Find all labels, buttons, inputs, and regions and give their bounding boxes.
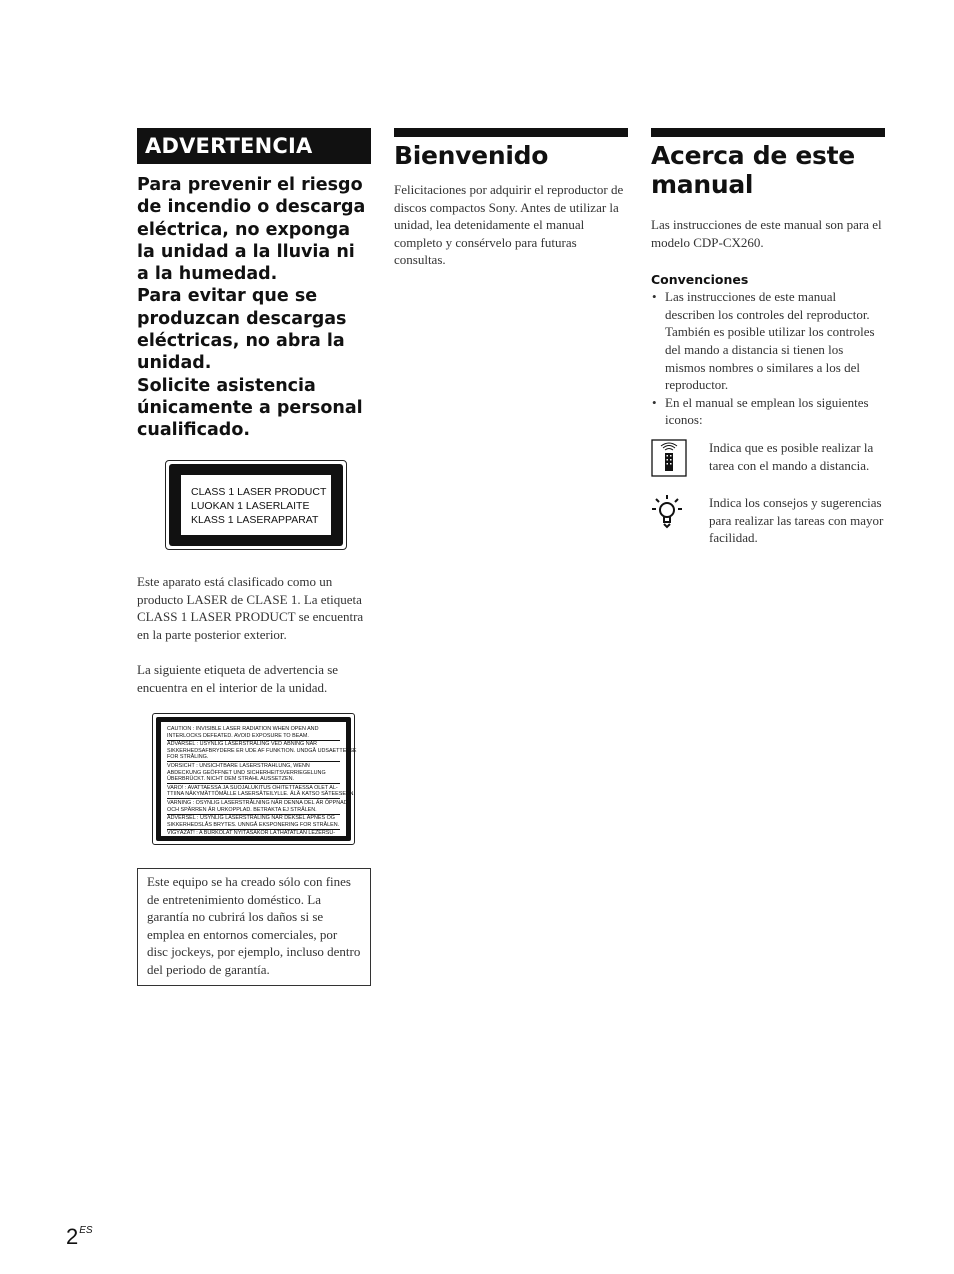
welcome-column	[394, 128, 628, 269]
remote-control-icon	[651, 439, 689, 479]
caution-label-line: ADVERSEL : USYNLIG LASERSTRÅLING NÅR DEKSEL ÅPNES OG	[167, 815, 335, 822]
laser-classification-text: Este aparato está clasificado como un producto LASER de CLASE 1. La etiqueta CLASS 1 LASER PRODUCT se encuentra en la parte posterior exterior.	[137, 574, 364, 642]
remote-icon-row	[651, 439, 886, 484]
tip-icon-text: Indica los consejos y sugerencias para realizar las tareas con mayor facilidad.	[709, 494, 884, 546]
bullet-text: • En el manual se emplean los siguientes iconos:	[665, 394, 869, 428]
caution-label-line: OCH SPÄRREN ÄR URKOPPLAD. BETRAKTA EJ STRÅLEN.	[167, 806, 317, 813]
tip-icon-row	[651, 494, 886, 547]
page-number-value: 2	[66, 1224, 79, 1249]
about-manual-column	[651, 128, 886, 547]
warning-paragraph: Solicite asistencia únicamente a personal cualificado.	[137, 375, 363, 441]
conventions-list	[651, 288, 886, 429]
welcome-title: Bienvenido	[394, 141, 549, 170]
warning-heading: ADVERTENCIA	[145, 134, 313, 158]
warning-column	[137, 128, 371, 977]
warning-paragraph: Para evitar que se produzcan descargas eléctricas, no abra la unidad.	[137, 286, 347, 374]
warning-label-location-text: La siguiente etiqueta de advertencia se encuentra en el interior de la unidad.	[137, 662, 339, 695]
laser-label-line: KLASS 1 LASERAPPARAT	[191, 514, 319, 526]
caution-label-line: VARNING : OSYNLIG LASERSTRÅLNING NÄR DENNA DEL ÄR ÖPPNAD	[167, 799, 348, 806]
list-item	[651, 394, 886, 429]
caution-warning-label	[152, 713, 355, 845]
page-language-suffix: ES	[79, 1225, 93, 1236]
section-rule	[394, 128, 628, 137]
caution-label-line: ABDECKUNG GEÖFFNET UND SICHERHEITSVERRIEGELUNG	[167, 769, 326, 776]
remote-icon-text: Indica que es posible realizar la tarea con el mando a distancia.	[709, 439, 874, 473]
caution-label-line: CAUTION : INVISIBLE LASER RADIATION WHEN OPEN AND	[167, 726, 319, 732]
warning-text	[137, 174, 371, 442]
section-rule	[651, 128, 885, 137]
class1-laser-label	[165, 460, 347, 550]
caution-label-line: VORSICHT : UNSICHTBARE LASERSTRAHLUNG, WENN	[167, 762, 310, 769]
list-item	[651, 288, 886, 394]
laser-label-line: CLASS 1 LASER PRODUCT	[191, 486, 327, 498]
domestic-use-notice: Este equipo se ha creado sólo con fines de entretenimiento doméstico. La garantía no cubrirá los daños si se emplea en entornos comerciales, por disc jockeys, por ejemplo, incluso dentro del periodo de garantía.	[137, 868, 371, 986]
caution-label-line: SIKKERHEDSLÅS BRYTES. UNNGÅ EKSPONERING FOR STRÅLEN.	[167, 821, 340, 828]
about-intro: Las instrucciones de este manual son para el modelo CDP-CX260.	[651, 217, 882, 250]
caution-label-line: FOR STRÅLING.	[167, 754, 209, 761]
warning-heading-bar	[137, 128, 371, 164]
caution-label-line: VARO! : AVATTAESSA JA SUOJALUKITUS OHITETTAESSA OLET AL-	[167, 784, 338, 791]
conventions-heading: Convenciones	[651, 272, 749, 288]
warning-paragraph: Para prevenir el riesgo de incendio o descarga eléctrica, no exponga la unidad a la lluvia ni a la humedad.	[137, 175, 366, 285]
caution-label-line: VIGYÁZAT! : A BURKOLAT NYITÁSAKOR LÁTHATATLAN LÉZERSU-	[167, 830, 336, 837]
bullet-text: • Las instrucciones de este manual describen los controles del reproductor.	[665, 289, 870, 322]
page-number	[66, 1224, 93, 1250]
caution-label-line: SIKKERHEDSAFBRYDERE ER UDE AF FUNKTION. UNDGÅ UDSAETTELSE	[167, 747, 357, 754]
caution-label-line: TTIINA NÄKYMÄTTÖMÄLLE LASERSÄTEILYLLE. ÄLÄ KATSO SÄTEESEEN.	[167, 791, 355, 798]
bullet-text: También es posible utilizar los controles del mando a distancia si tienen los mismos nombres o similares a los del reproductor.	[665, 324, 875, 393]
caution-label-line: ÜBERBRÜCKT. NICHT DEM STRAHL AUSSETZEN.	[167, 776, 294, 783]
caution-label-line: ADVARSEL : USYNLIG LASERSTRÅLING VED ÅBNING NÅR	[167, 741, 318, 748]
laser-label-line: LUOKAN 1 LASERLAITE	[191, 500, 310, 512]
caution-label-line: INTERLOCKS DEFEATED. AVOID EXPOSURE TO BEAM.	[167, 732, 309, 739]
lightbulb-tip-icon	[651, 494, 689, 530]
caution-label-line: GÁRVESZÉLY! KERÜLJE A BESUGÁRZÁST!	[167, 836, 278, 843]
welcome-text: Felicitaciones por adquirir el reproductor de discos compactos Sony. Antes de utilizar la unidad, lea detenidamente el manual completo y consérvelo para futuras consultas.	[394, 182, 624, 268]
about-title: Acerca de este manual	[651, 141, 855, 199]
